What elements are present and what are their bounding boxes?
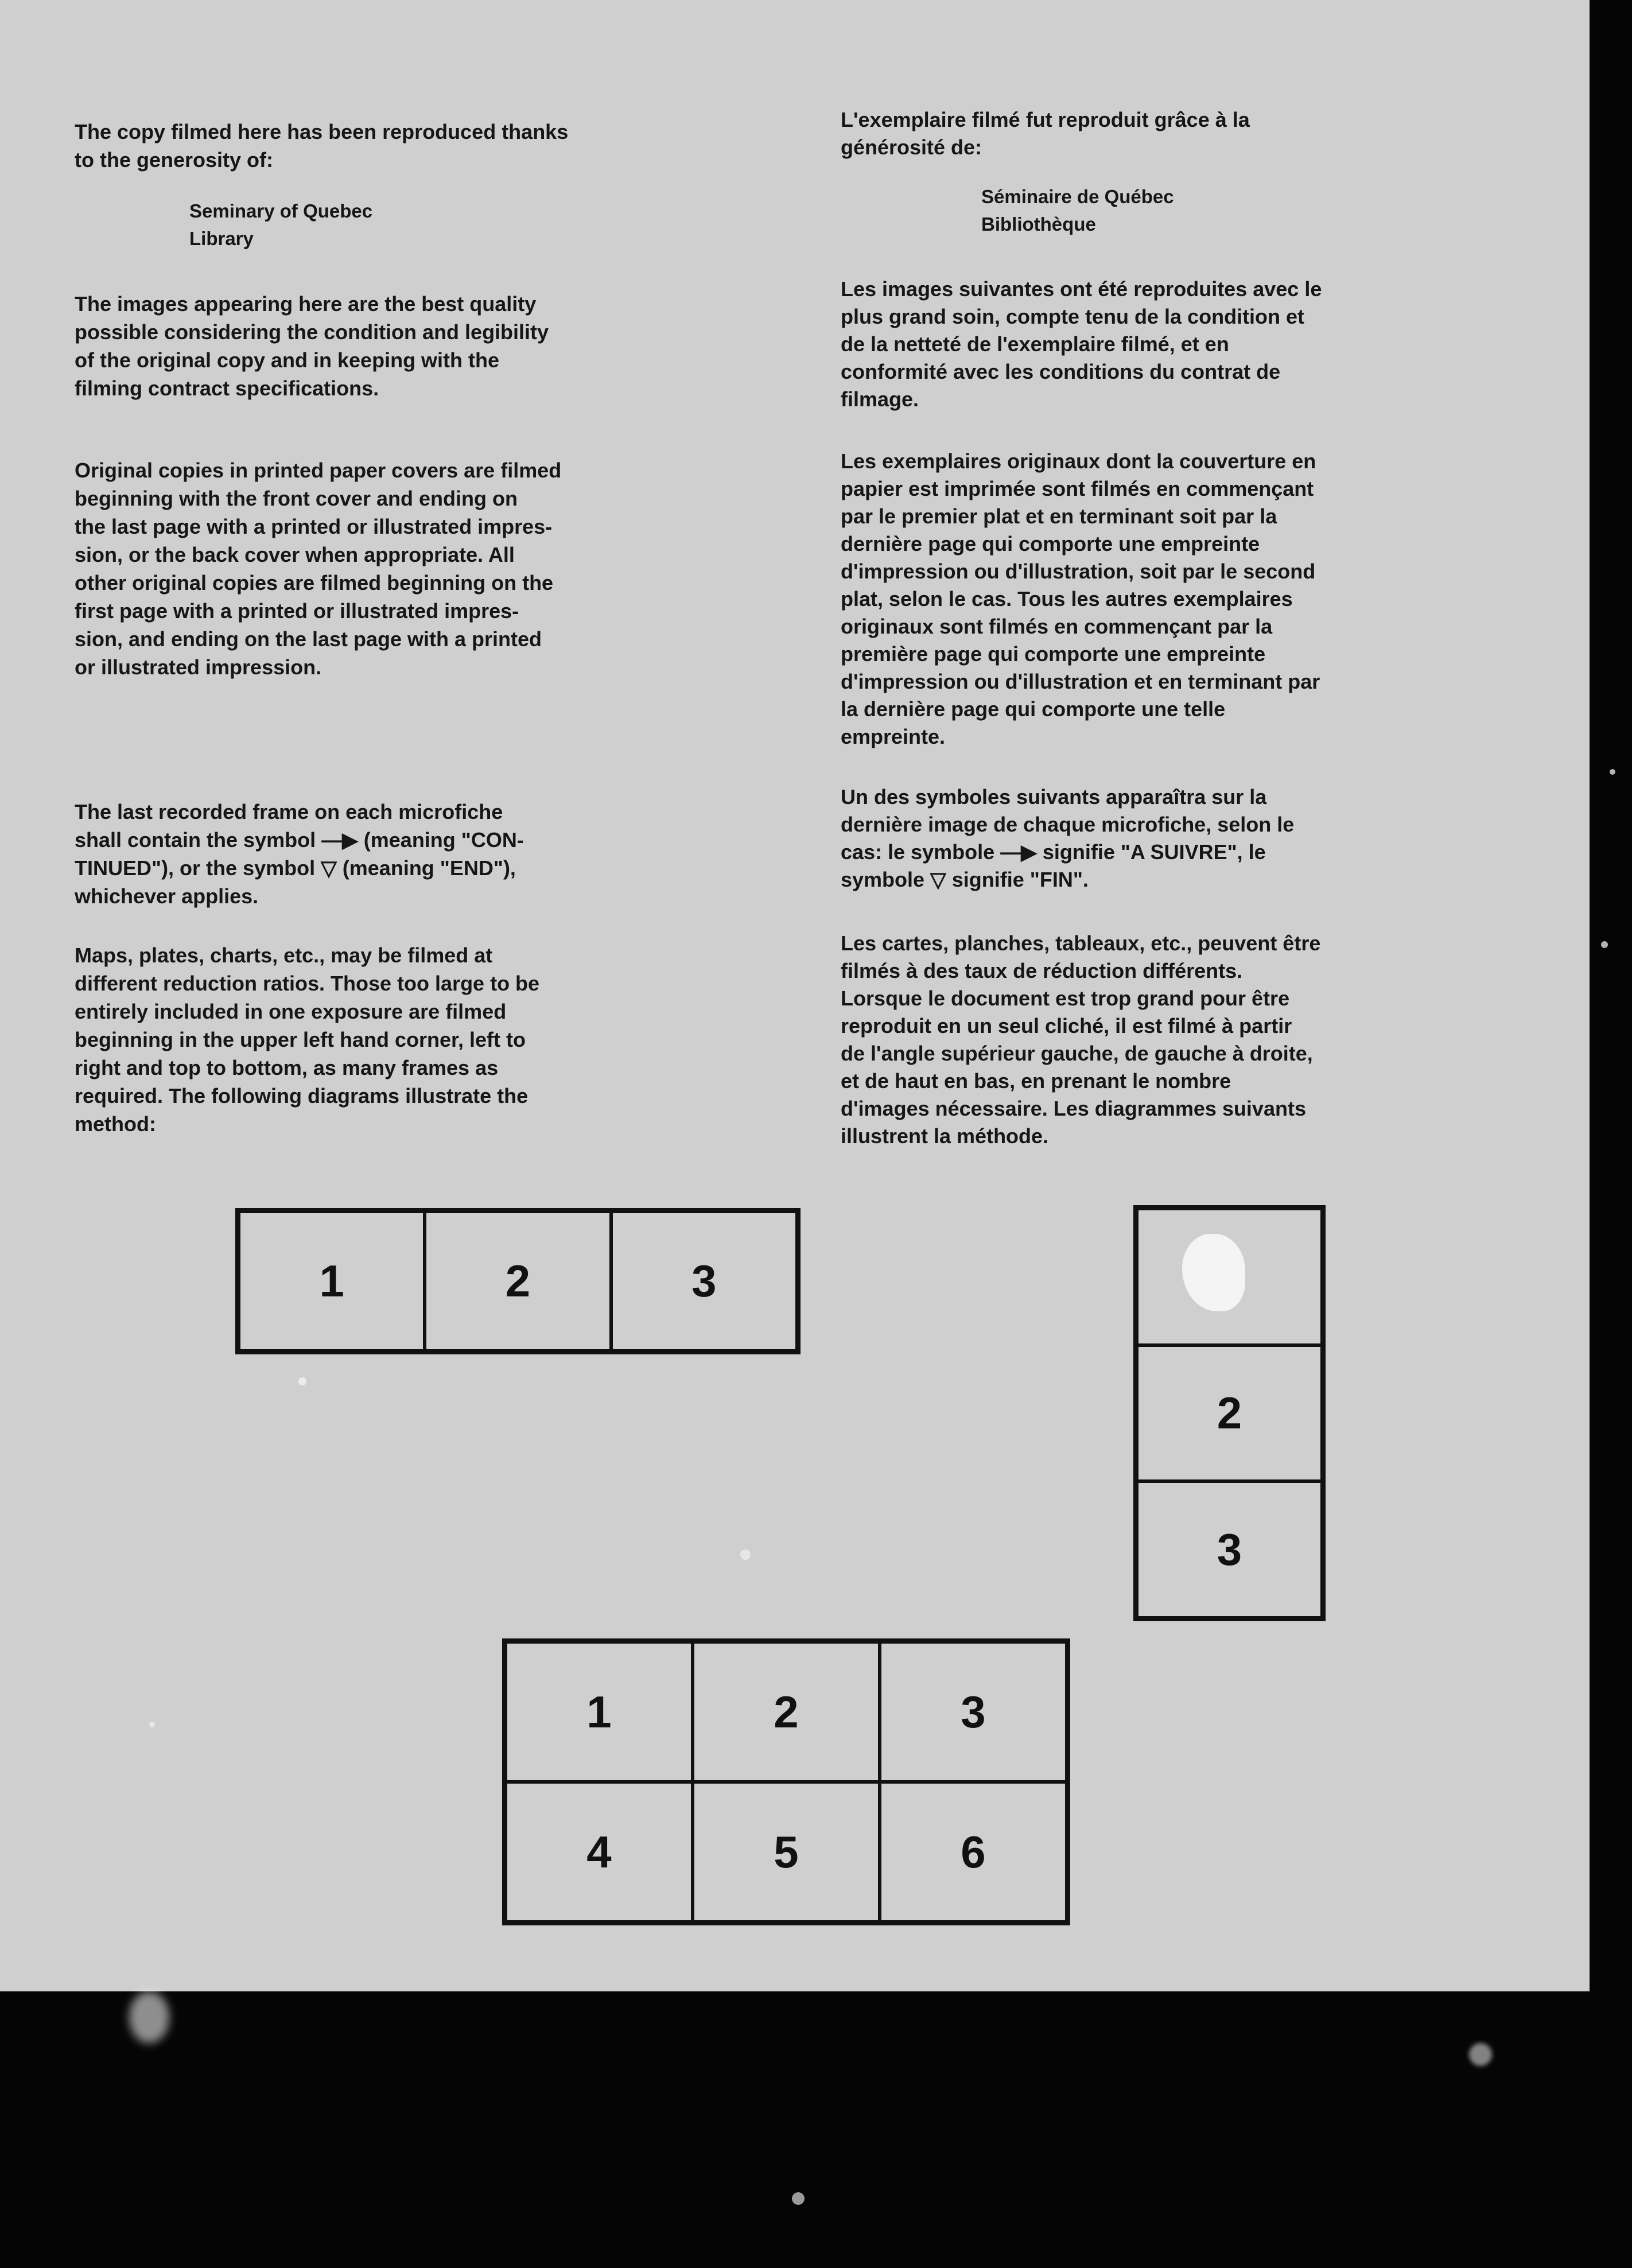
frame-cell: 1 (506, 1642, 693, 1782)
film-speck (1469, 2043, 1492, 2066)
film-speck (1610, 769, 1615, 775)
frame-cell: 5 (693, 1782, 880, 1922)
french-institution-name: Séminaire de Québec (981, 186, 1174, 207)
english-paragraph-symbols: The last recorded frame on each microfiche shall contain the symbol —▶ (meaning "CON- TINUED"), or the symbol ▽ (meaning "END"), whichever applies. (75, 800, 524, 908)
film-speck (792, 2192, 805, 2205)
french-paragraph-covers: Les exemplaires originaux dont la couverture en papier est imprimée sont filmés en commençant par le premier plat et en terminant soit par la dernière page qui comporte une empreinte d'impression ou d'illustration, soit par le second plat, selon le cas. Tous les autres exemplaires originaux sont filmés en commençant par la première page qui comporte une empreinte d'impression ou d'illustration et en terminant par la dernière page qui comporte une telle empreinte. (841, 449, 1320, 748)
french-paragraph-maps: Les cartes, planches, tableaux, etc., peuvent être filmés à des taux de réduction différents. Lorsque le document est trop grand pour être reproduit en un seul cliché, il est filmé à partir de l'angle supérieur gauche, de gauche à droite, et de haut en bas, en prenant le nombre d'images nécessaire. Les diagrammes suivants illustrent la méthode. (841, 931, 1321, 1148)
film-speck (129, 1991, 169, 2043)
frame-cell: 1 (239, 1211, 425, 1351)
frame-cell: 4 (506, 1782, 693, 1922)
frame-cell: 2 (425, 1211, 611, 1351)
english-paragraph-maps: Maps, plates, charts, etc., may be filmed at different reduction ratios. Those too large to be entirely included in one exposure are filmed beginning in the upper left hand corner, left to right and top to bottom, as many frames as required. The following diagrams illustrate the method: (75, 943, 540, 1136)
english-intro: The copy filmed here has been reproduced thanks to the generosity of: (75, 120, 569, 172)
film-speck (149, 1722, 155, 1727)
frame-cell: 3 (611, 1211, 797, 1351)
film-speck (298, 1377, 306, 1385)
english-institution-unit: Library (189, 228, 254, 249)
frame-cell: 2 (693, 1642, 880, 1782)
frame-cell: 2 (1137, 1345, 1322, 1482)
english-paragraph-covers: Original copies in printed paper covers are filmed beginning with the front cover and ending on the last page with a printed or illustrated impres- sion, or the back cover when appropriate. All other original copies are filmed beginning on the first page with a printed or illustrated impres- sion, and ending on the last page with a printed or illustrated impression. (75, 459, 562, 679)
frame-cell: 6 (880, 1782, 1067, 1922)
film-speck (1601, 941, 1608, 948)
french-paragraph-symbols: Un des symboles suivants apparaîtra sur la dernière image de chaque microfiche, selon le cas: le symbole —▶ signifie "A SUIVRE", le symbole ▽ signifie "FIN". (841, 785, 1295, 891)
film-speck (740, 1549, 751, 1560)
diagram-grid-frames (502, 1638, 1070, 1925)
frame-cell: 3 (880, 1642, 1067, 1782)
english-paragraph-quality: The images appearing here are the best quality possible considering the condition and legibility of the original copy and in keeping with the filming contract specifications. (75, 292, 549, 400)
french-paragraph-quality: Les images suivantes ont été reproduites avec le plus grand soin, compte tenu de la condition et de la netteté de l'exemplaire filmé, et en conformité avec les conditions du contrat de filmage. (841, 277, 1322, 411)
frame-cell: 3 (1137, 1481, 1322, 1618)
french-intro: L'exemplaire filmé fut reproduit grâce à la générosité de: (841, 108, 1250, 159)
english-institution-name: Seminary of Quebec (189, 200, 373, 222)
diagram-horizontal-frames (235, 1208, 801, 1354)
french-institution-unit: Bibliothèque (981, 213, 1096, 235)
